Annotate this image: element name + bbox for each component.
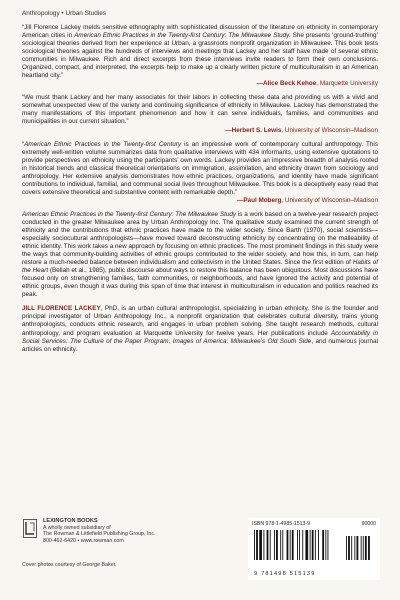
endorsement-quote: “We must thank Lackey and her many associates for their labors in collecting these data and providing us with a vivid and somewhat unexpected view of the variety and continuing significance of ethnicity in Milwaukee. Lackey has demonstrated the many manifestations of this important phenomenon and how it can serve individuals, families, and communities and municipalities in our current situation.” [22, 94, 378, 126]
endorser-name: —Alice Beck Kehoe [256, 80, 317, 88]
endorsement-2 [22, 94, 378, 134]
publisher-line: A wholly owned subsidiary of [43, 524, 111, 531]
isbn-text: ISBN 978-1-4985-1513-9 [252, 521, 310, 527]
endorsement-quote: “Jill Florence Lackey melds sensitive ethnography with sophisticated discussion of the literature on ethnicity in contemporary American cities in American Ethnic Practices in the Twenty-first Century: The Milwaukee Study. She presents ‘ground-truthing’ sociological theories derived from her experience at Urban, a grassroots nonprofit organization in Milwaukee. This book tests sociological theories against the hundreds of interviews and meetings that Lackey and her staff have made of several ethnic communities in Milwaukee. Rich and direct excerpts from these interviews invite readers to form their own conclusions. Organized, compact, and interpreted, the excerpts help to make up a clearly written picture of multiculturalism in an American heartland city.” [22, 24, 378, 80]
endorser-affiliation: , Marquette University [316, 80, 378, 88]
barcode-label [248, 518, 380, 580]
publisher-contact: 800-462-6420 • www.rowman.com [43, 537, 124, 544]
barcode-digits: 9 781498 515139 [254, 571, 316, 577]
barcode-icon [254, 530, 374, 568]
category-label: Anthropology • Urban Studies [22, 10, 106, 17]
author-bio [22, 305, 378, 353]
publisher-block [22, 518, 242, 568]
author-bio-text: , PhD, is an urban cultural anthropologist, specializing in urban ethnicity. She is the founder and principal investigator of Urban Anthropology Inc., a nonprofit organization that celebrates cultural diversity, trains young anthropologists, conducts ethnic research, and engages in urban problem solving. She taught research methods, cultural anthropology, and program evaluation at Marquette University for twelve years. Her publications include Accountability in Social Services: The Culture of the Paper Program, Images of America: Milwaukee’s Old South Side, and numerous journal articles on ethnicity. [22, 305, 379, 353]
endorsement-attribution [22, 127, 378, 135]
cover-credit: Cover photos courtesy of George Baker. [22, 562, 117, 568]
endorser-affiliation: , University of Wisconsin–Madison [281, 196, 378, 204]
book-description: American Ethnic Practices in the Twenty-first Century: The Milwaukee Study is a work based on a twelve-year research project conducted in the greater Milwaukee area by Urban Anthropology Inc. The qualitative study examined the current strength of ethnicity and the contributions that ethnic practices have made to the wider society. Since Barth (1970), social scientists—especially sociocultural anthropologists—have moved toward deconstructing ethnicity by concentrating on the malleability of ethnic identity. This work takes a new approach by focusing on ethnic practices. The most prominent findings in this study were the ways that community-building activities of ethnic groups contributed to the wider society, and how this, in turn, can help restore a much-needed balance between individualism and collectivism in the United States. Since the first edition of Habits of the Heart (Bellah et al., 1985), public discourse about ways to restore this balance has been ubiquitous. Most discussions have focused only on strengthening families, faith communities, or neighborhoods, and have ignored the activity and potential of ethnic groups, even though it was during this span of time that interest in multiculturalism in education and politics reached its peak. [22, 210, 378, 299]
endorsement-attribution [22, 80, 378, 88]
endorser-affiliation: , University of Wisconsin–Madison [281, 126, 378, 134]
publisher-logo-icon [22, 518, 38, 538]
price-code: 90000 [361, 521, 376, 527]
publisher-line: The Rowman & Littlefield Publishing Group, Inc. [43, 531, 156, 538]
endorsement-3 [22, 141, 378, 205]
author-name: JILL FLORENCE LACKEY [22, 305, 101, 313]
footer [22, 518, 380, 580]
endorser-name: —Herbert S. Lewis [225, 126, 282, 134]
endorser-name: —Paul Moberg [236, 196, 282, 204]
endorsement-quote: “American Ethnic Practices in the Twenty-first Century is an impressive work of contemporary cultural anthropology. This extremely well-written volume summarizes data from qualitative interviews with 434 informants, using extensive quotations to provide perspectives on ethnicity using the participants’ own words. Lackey provides an impressive breadth of analysis rooted in historical trends and classical theoretical orientations on immigration, assimilation, and ethnicity drawn from sociology and anthropology. Her extensive analysis demonstrates how ethnic practices, organizations, and identity have made significant contributions to individual, familial, and communal social lives throughout Milwaukee. This book is a deceptively easy read that covers extensive theoretical and substantive content with remarkable depth.” [22, 140, 378, 196]
publisher-name: LEXINGTON BOOKS [43, 518, 98, 524]
endorsement-attribution [22, 197, 378, 205]
endorsement-1 [22, 24, 378, 88]
